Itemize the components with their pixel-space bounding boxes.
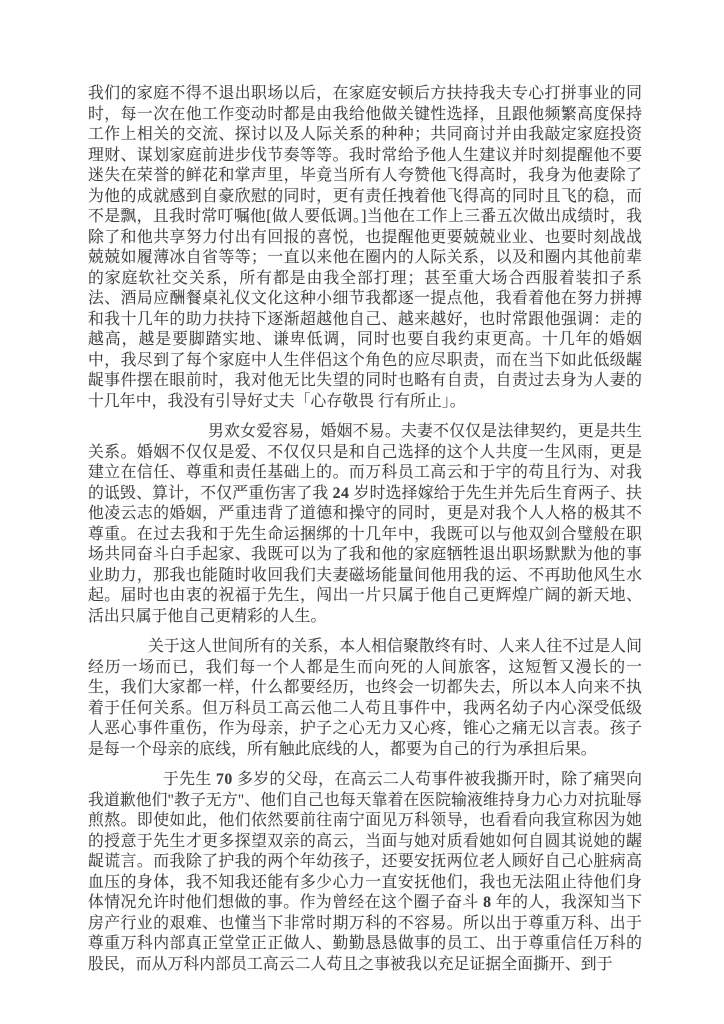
text-segment: 关于这人世间所有的关系，本人相信聚散终有时、人来人往不过是人间经历一场而已，我们每一个人都是生而向死的人间旅客，这短暂又漫长的一生，我们大家都一样，什么都要经历，也终会一切都失去，所以本人向来不执着于任何关系。但万科员工高云他二人苟且事件中，我两名幼子内心深受低级人恶心事件重伤，作为母亲，护子之心无力又心疼，锥心之痛无以言表。孩子是每一个母亲的底线，所有触此底线的人，都要为自己的行为承担后果。 — [88, 638, 642, 758]
paragraph-3 — [88, 637, 642, 760]
document-body — [88, 84, 642, 985]
paragraph-2 — [88, 422, 642, 627]
text-segment: 于先生 — [163, 771, 216, 788]
bold-number: 70 — [215, 771, 233, 788]
text-segment: 岁时选择嫁给于先生并先后生育两子、扶他凌云志的婚姻，严重违背了道德和操守的同时，更是对我个人人格的极其不尊重。在过去我和于先生命运捆绑的十几年中，我既可以与他双剑合璧般在职场共同奋斗白手起家、我既可以为了我和他的家庭牺牲退出职场默默为他的事业助力，那我也能随时收回我们夫妻磁场能量间他用我的运、不再助他风生水起。届时也由衷的祝福于先生，闯出一片只属于他自己更辉煌广阔的新天地、活出只属于他自己更精彩的人生。 — [88, 484, 642, 625]
bold-number: 8 — [483, 894, 492, 911]
paragraph-1 — [88, 84, 642, 412]
bold-number: 24 — [332, 484, 350, 502]
text-segment: 多岁的父母，在高云二人苟事件被我撕开时，除了痛哭向我道歉他们"教子无方"、他们自己也每天靠着在医院输液维持身力心力对抗耻辱煎熬。即使如此，他们依然要前往南宁面见万科领导，也看看向我宣称因为她的授意于先生才更多探望双亲的高云，当面与她对质看她如何自圆其说她的龌龊谎言。而我除了护我的两个年幼孩子，还要安抚两位老人顾好自己心脏病高血压的身体，我不知我还能有多少心力一直安抚他们，我也无法阻止待他们身体情况允许时他们想做的事。作为曾经在这个圈子奋斗 — [88, 771, 642, 911]
paragraph-4 — [88, 770, 642, 975]
text-segment: 男欢女爱容易，婚姻不易。夫妻不仅仅是法律契约，更是共生关系。婚姻不仅仅是爱、不仅仅只是和自己选择的这个人共度一生风雨，更是建立在信任、尊重和责任基础上的。而万科员工高云和于宇的苟且行为、对我的诋毁、算计，不仅严重伤害了我 — [88, 423, 642, 502]
text-segment: 我们的家庭不得不退出职场以后，在家庭安顿后方扶持我夫专心打拼事业的同时，每一次在他工作变动时都是由我给他做关键性选择，且跟他频繁高度保持工作上相关的交流、探讨以及人际关系的种种；共同商讨并由我敲定家庭投资理财、谋划家庭前进步伐节奏等等。我时常给予他人生建议并时刻提醒他不要迷失在荣誉的鲜花和掌声里，毕竟当所有人夸赞他飞得高时，我身为他妻除了为他的成就感到自豪欣慰的同时，更有责任拽着他飞得高的同时且飞的稳，而不是飘，且我时常叮嘱他[做人要低调。]当他在工作上三番五次做出成绩时，我除了和他共享努力付出有回报的喜悦，也提醒他更要兢兢业业、也要时刻战战兢兢如履薄冰自省等等；一直以来他在圈内的人际关系，以及和圈内其他前辈的家庭软社交关系，所有都是由我全部打理；甚至重大场合西服着装扣子系法、酒局应酬餐桌礼仪文化这种小细节我都逐一提点他，我看着他在努力拼搏和我十几年的助力扶持下逐渐超越他自己、越来越好，也时常跟他强调：走的越高，越是要脚踏实地、谦卑低调，同时也要自我约束更高。十几年的婚姻中，我尽到了每个家庭中人生伴侣这个角色的应尽职责，而在当下如此低级龌龊事件摆在眼前时，我对他无比失望的同时也略有自责，自责过去身为人妻的十几年中，我没有引导好丈夫「心存敬畏 行有所止」。 — [88, 85, 642, 410]
text-segment: 年的人，我深知当下房产行业的艰难、也懂当下非常时期万科的不容易。所以出于尊重万科、出于尊重万科内部真正堂堂正正做人、勤勤恳恳做事的员工、出于尊重信任万科的股民，而从万科内部员工高云二人苟且之事被我以充足证据全面撕开、到于 — [88, 894, 643, 973]
